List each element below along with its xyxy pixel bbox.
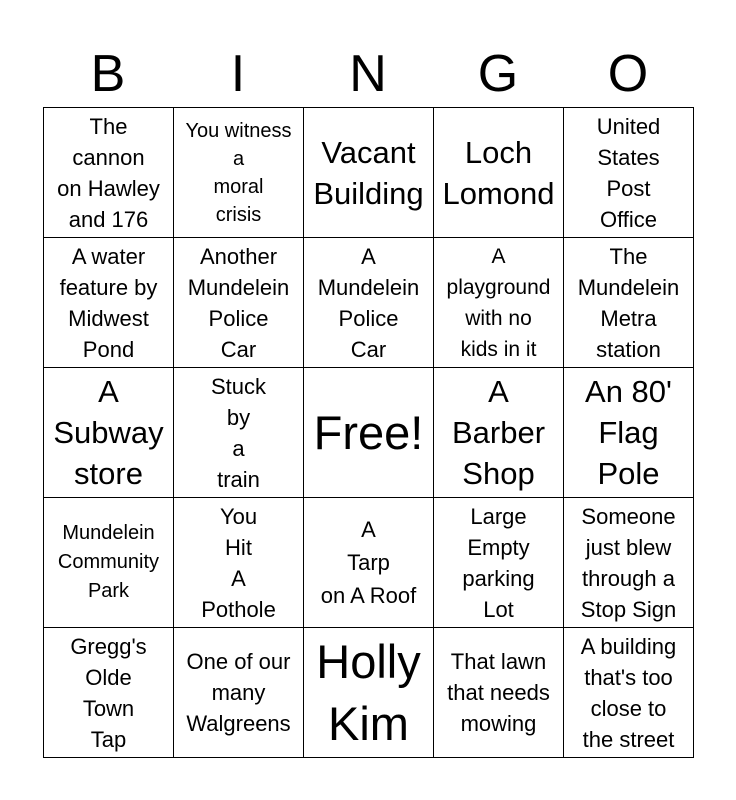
bingo-cell-r1-c5[interactable] [564, 108, 694, 238]
cell-label: The cannon on Hawley and 176 [57, 113, 160, 232]
bingo-cell-r1-c4[interactable] [434, 108, 564, 238]
cell-label: Another Mundelein Police Car [187, 243, 290, 362]
cell-label: Vacant Building [313, 134, 424, 211]
header-letter-i: I [230, 45, 246, 103]
bingo-cell-free-space[interactable] [304, 368, 434, 498]
bingo-cell-r5-c1[interactable] [44, 628, 174, 758]
bingo-cell-r4-c4[interactable] [434, 498, 564, 628]
bingo-cell-r3-c1[interactable] [44, 368, 174, 498]
bingo-cell-r4-c2[interactable] [174, 498, 304, 628]
cell-label: A playground with no kids in it [446, 244, 551, 361]
bingo-cell-r5-c3[interactable] [304, 628, 434, 758]
bingo-cell-r2-c4[interactable] [434, 238, 564, 368]
cell-label: One of our many Walgreens [186, 649, 291, 736]
bingo-cell-r5-c5[interactable] [564, 628, 694, 758]
bingo-cell-r2-c5[interactable] [564, 238, 694, 368]
bingo-cell-r1-c2[interactable] [174, 108, 304, 238]
cell-label: A water feature by Midwest Pond [59, 243, 158, 362]
cell-label: A Barber Shop [451, 374, 546, 491]
cell-label: The Mundelein Metra station [577, 243, 680, 362]
bingo-cell-r4-c1[interactable] [44, 498, 174, 628]
bingo-cell-r4-c3[interactable] [304, 498, 434, 628]
cell-label: Stuck by a train [210, 373, 267, 492]
bingo-cell-r5-c2[interactable] [174, 628, 304, 758]
cell-label: Loch Lomond [442, 134, 555, 211]
cell-label: You witness a moral crisis [185, 119, 292, 226]
bingo-cell-r1-c3[interactable] [304, 108, 434, 238]
bingo-cell-r2-c2[interactable] [174, 238, 304, 368]
cell-label: An 80' Flag Pole [585, 374, 672, 491]
cell-label: Large Empty parking Lot [462, 503, 535, 622]
cell-label: A Subway store [53, 374, 164, 491]
bingo-cell-r5-c4[interactable] [434, 628, 564, 758]
header-letter-g: G [477, 45, 519, 103]
cell-label: A Mundelein Police Car [317, 243, 420, 362]
bingo-cell-r3-c4[interactable] [434, 368, 564, 498]
cell-label: United States Post Office [596, 113, 661, 232]
cell-label: A building that's too close to the street [580, 633, 677, 752]
cell-label: Gregg's Olde Town Tap [70, 633, 147, 752]
header-letter-b: B [90, 45, 126, 103]
bingo-cell-r2-c3[interactable] [304, 238, 434, 368]
cell-label: Mundelein Community Park [57, 522, 160, 602]
bingo-header [43, 40, 693, 108]
cell-label: You Hit A Pothole [201, 503, 276, 622]
bingo-cell-r3-c5[interactable] [564, 368, 694, 498]
cell-label: That lawn that needs mowing [447, 649, 550, 736]
bingo-cell-r1-c1[interactable] [44, 108, 174, 238]
free-space-label: Free! [313, 405, 424, 459]
bingo-cell-r3-c2[interactable] [174, 368, 304, 498]
bingo-card-grid [43, 107, 694, 758]
bingo-cell-r4-c5[interactable] [564, 498, 694, 628]
bingo-cell-r2-c1[interactable] [44, 238, 174, 368]
cell-label: A Tarp on A Roof [320, 517, 417, 608]
header-letter-o: O [607, 45, 649, 103]
cell-label: Someone just blew through a Stop Sign [580, 503, 677, 622]
header-letter-n: N [349, 45, 387, 103]
cell-label: Holly Kim [316, 634, 421, 750]
